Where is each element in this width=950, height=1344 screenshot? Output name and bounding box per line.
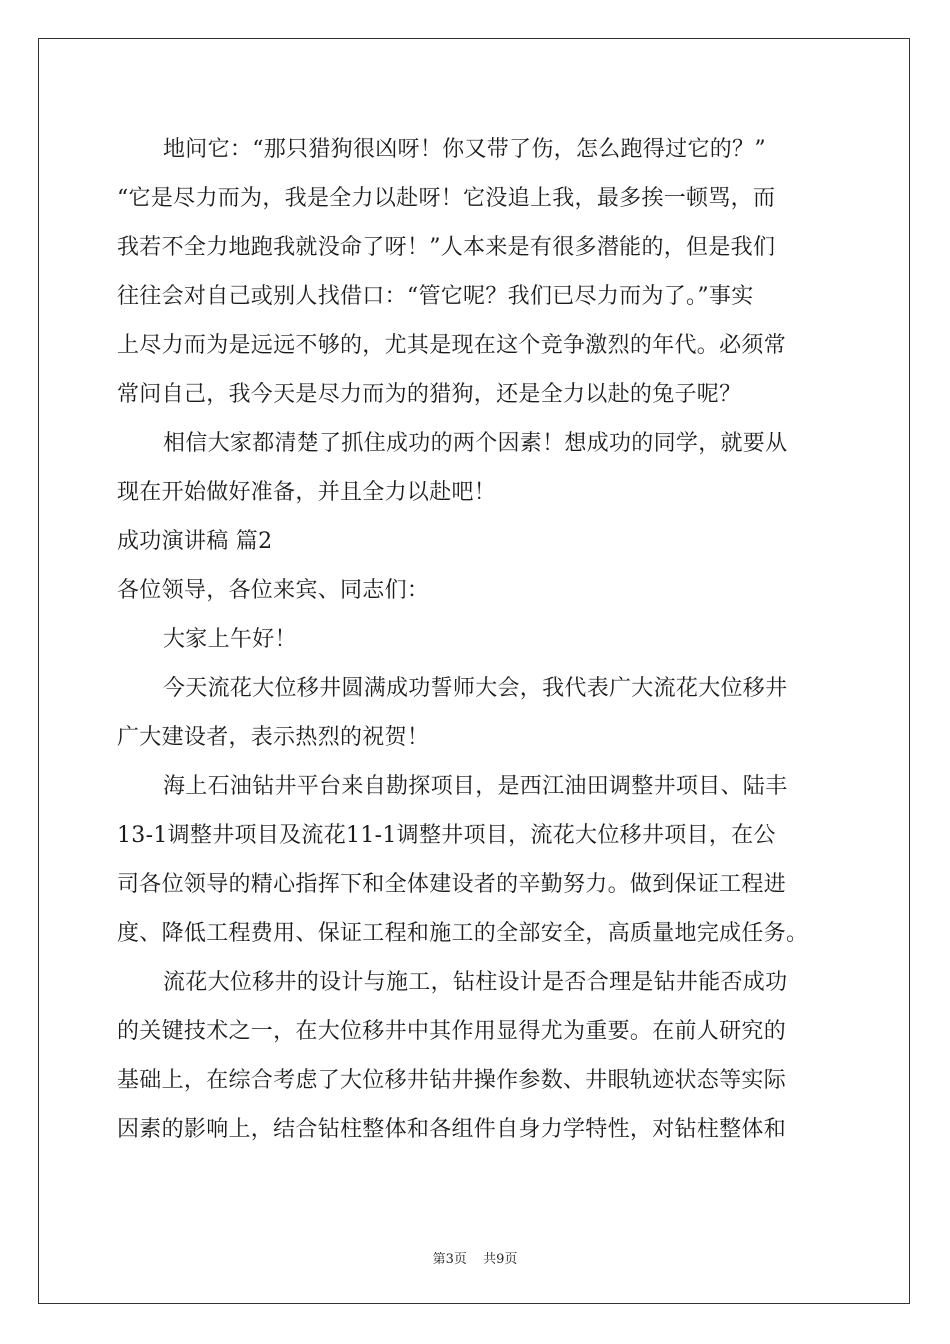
text-line: 度、降低工程费用、保证工程和施工的全部安全，高质量地完成任务。 — [117, 921, 809, 946]
document-body — [117, 125, 837, 1154]
text-line: 往往会对自己或别人找借口：“管它呢？我们已尽力而为了。”事实 — [117, 284, 754, 309]
page-footer — [0, 1248, 950, 1267]
text-line: 大家上午好！ — [163, 627, 297, 652]
text-line: “它是尽力而为，我是全力以赴呀！它没追上我，最多挨一顿骂，而 — [117, 186, 776, 211]
text-line: 成功演讲稿 篇2 — [117, 529, 273, 554]
text-line: 的关键技术之一，在大位移井中其作用显得尤为重要。在前人研究的 — [117, 1019, 787, 1044]
text-line: 常问自己，我今天是尽力而为的猎狗，还是全力以赴的兔子呢？ — [117, 382, 742, 407]
page-total: 共9页 — [483, 1252, 518, 1267]
text-line: 海上石油钻井平台来自勘探项目，是西江油田调整井项目、陆丰 — [163, 774, 788, 799]
text-line: 我若不全力地跑我就没命了呀！”人本来是有很多潜能的，但是我们 — [117, 235, 776, 260]
text-line: 地问它：“那只猎狗很凶呀！你又带了伤，怎么跑得过它的？” — [163, 137, 766, 162]
text-line: 流花大位移井的设计与施工，钻柱设计是否合理是钻井能否成功 — [163, 970, 788, 995]
text-line: 现在开始做好准备，并且全力以赴吧！ — [117, 480, 497, 505]
text-line: 司各位领导的精心指挥下和全体建设者的辛勤努力。做到保证工程进 — [117, 872, 787, 897]
text-line: 相信大家都清楚了抓住成功的两个因素！想成功的同学，就要从 — [163, 431, 788, 456]
text-line: 各位领导，各位来宾、同志们： — [117, 578, 430, 603]
text-line: 今天流花大位移井圆满成功誓师大会，我代表广大流花大位移井 — [163, 676, 788, 701]
text-line: 上尽力而为是远远不够的，尤其是现在这个竞争激烈的年代。必须常 — [117, 333, 787, 358]
page-number: 第3页 — [432, 1252, 467, 1267]
text-line: 因素的影响上，结合钻柱整体和各组件自身力学特性，对钻柱整体和 — [117, 1117, 787, 1142]
text-line: 13-1调整井项目及流花11-1调整井项目，流花大位移井项目，在公 — [117, 823, 776, 848]
text-line: 基础上，在综合考虑了大位移井钻井操作参数、井眼轨迹状态等实际 — [117, 1068, 787, 1093]
text-line: 广大建设者，表示热烈的祝贺！ — [117, 725, 430, 750]
